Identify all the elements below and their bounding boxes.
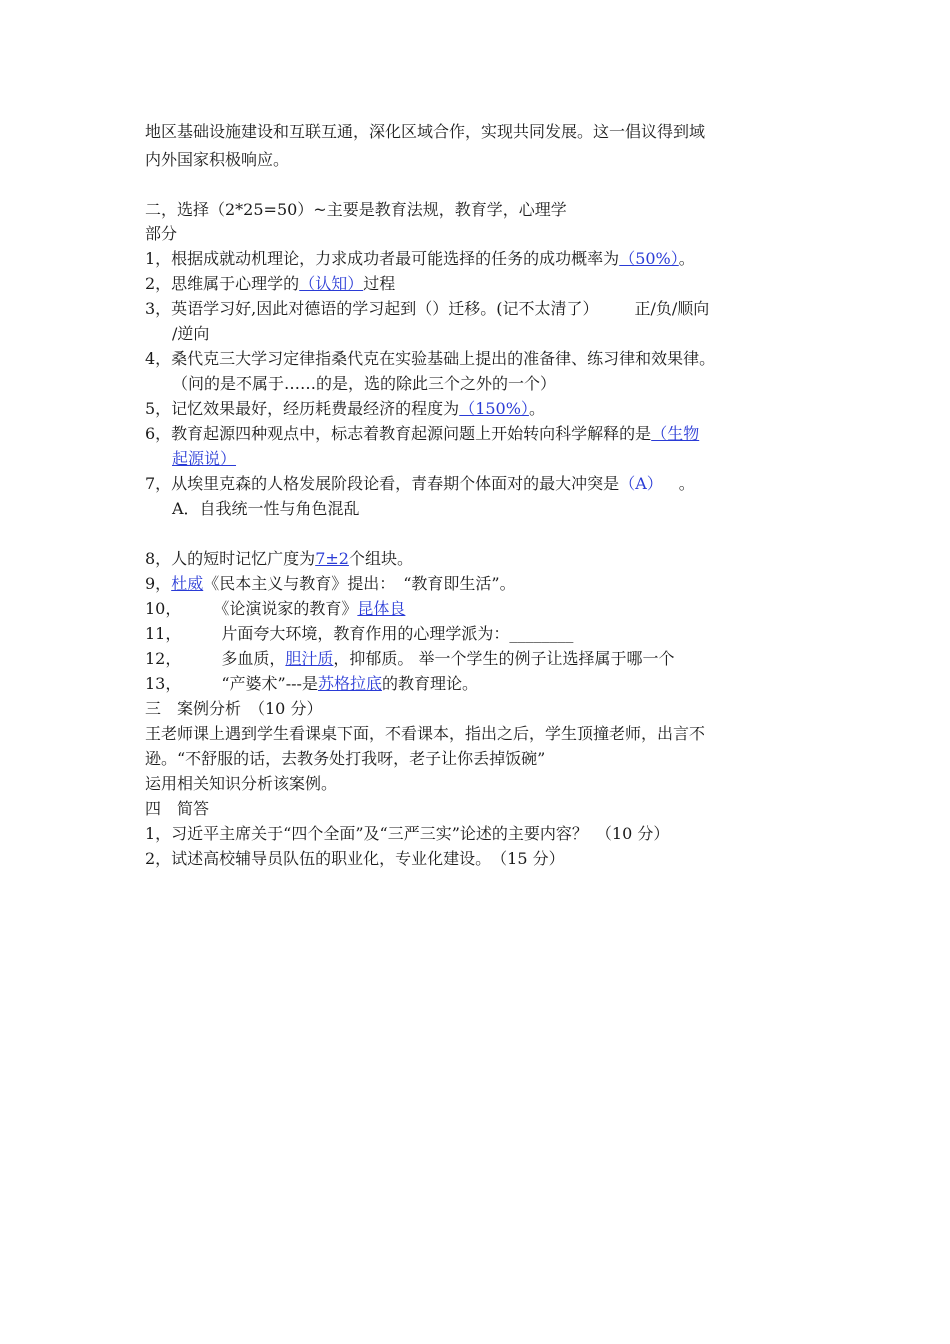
intro-line-2: 内外国家积极响应。 bbox=[145, 150, 290, 169]
section-3-heading: 三 案例分析 （10 分） bbox=[145, 699, 323, 718]
question-12 bbox=[145, 647, 675, 671]
question-11-number: 11， bbox=[145, 624, 182, 643]
question-9-number: 9， bbox=[145, 574, 172, 593]
question-1-answer[interactable]: （50%） bbox=[619, 249, 679, 268]
question-5 bbox=[145, 397, 545, 421]
question-3-options: 正/负/顺向 bbox=[634, 299, 710, 318]
question-2-end: 过程 bbox=[363, 274, 396, 293]
question-4: 4，桑代克三大学习定律指桑代克在实验基础上提出的准备律、练习律和效果律。 bbox=[145, 349, 716, 368]
case-text-3: 运用相关知识分析该案例。 bbox=[145, 774, 338, 793]
section-2-heading: 二，选择（2*25=50）~主要是教育法规，教育学，心理学 bbox=[145, 200, 567, 219]
question-12-answer[interactable]: 胆汁质 bbox=[285, 649, 334, 668]
question-10 bbox=[145, 597, 405, 621]
question-10-answer[interactable]: 昆体良 bbox=[357, 599, 406, 618]
question-13-text: “产婆术”---是 bbox=[221, 674, 318, 693]
question-7 bbox=[145, 472, 695, 496]
question-3-text: 3，英语学习好,因此对德语的学习起到（）迁移。(记不太清了） bbox=[145, 299, 599, 318]
question-9-answer[interactable]: 杜威 bbox=[171, 574, 204, 593]
question-6 bbox=[145, 422, 699, 446]
question-9-text: 《民本主义与教育》提出： “教育即生活”。 bbox=[203, 574, 516, 593]
question-9 bbox=[145, 572, 516, 596]
question-5-answer[interactable]: （150%） bbox=[459, 399, 529, 418]
question-3-cont: /逆向 bbox=[172, 324, 210, 343]
section-2-heading-cont: 部分 bbox=[145, 224, 178, 243]
question-13-answer[interactable]: 苏格拉底 bbox=[317, 674, 382, 693]
question-2-answer[interactable]: （认知） bbox=[299, 274, 364, 293]
question-7-end: 。 bbox=[678, 474, 695, 493]
section-4-heading: 四 简答 bbox=[145, 799, 210, 818]
intro-line-1: 地区基础设施建设和互联互通，深化区域合作，实现共同发展。这一倡议得到域 bbox=[145, 122, 706, 141]
question-7-option-a: A．自我统一性与角色混乱 bbox=[172, 499, 360, 518]
question-13 bbox=[145, 672, 478, 696]
question-10-number: 10， bbox=[145, 599, 182, 618]
short-answer-2: 2，试述高校辅导员队伍的职业化，专业化建设。 （15 分） bbox=[145, 849, 565, 868]
question-5-text: 5，记忆效果最好，经历耗费最经济的程度为 bbox=[145, 399, 460, 418]
question-5-end: 。 bbox=[528, 399, 545, 418]
question-4-cont: （问的是不属于……的是，选的除此三个之外的一个） bbox=[172, 374, 557, 393]
question-1-end: 。 bbox=[678, 249, 695, 268]
short-answer-1: 1，习近平主席关于“四个全面”及“三严三实”论述的主要内容？ （10 分） bbox=[145, 824, 670, 843]
question-1 bbox=[145, 247, 695, 271]
question-11 bbox=[145, 622, 573, 646]
question-6-cont bbox=[172, 447, 236, 471]
case-text-2: 逊。“不舒服的话，去教务处打我呀，老子让你丢掉饭碗” bbox=[145, 749, 546, 768]
question-12-number: 12， bbox=[145, 649, 182, 668]
question-13-end: 的教育理论。 bbox=[381, 674, 478, 693]
question-8 bbox=[145, 547, 413, 571]
question-6-text: 6，教育起源四种观点中，标志着教育起源问题上开始转向科学解释的是 bbox=[145, 424, 652, 443]
question-2-text: 2，思维属于心理学的 bbox=[145, 274, 300, 293]
case-text-1: 王老师课上遇到学生看课桌下面，不看课本，指出之后，学生顶撞老师，出言不 bbox=[145, 724, 706, 743]
question-10-text: 《论演说家的教育》 bbox=[213, 599, 358, 618]
question-12-end: ，抑郁质。 举一个学生的例子让选择属于哪一个 bbox=[333, 649, 675, 668]
question-13-number: 13， bbox=[145, 674, 182, 693]
question-8-text: 8，人的短时记忆广度为 bbox=[145, 549, 316, 568]
question-2 bbox=[145, 272, 395, 296]
question-6-answer-cont[interactable]: 起源说） bbox=[172, 449, 237, 468]
question-6-answer[interactable]: （生物 bbox=[651, 424, 700, 443]
question-7-answer: （A） bbox=[619, 474, 663, 493]
question-8-end: 个组块。 bbox=[348, 549, 413, 568]
question-11-text: 片面夸大环境，教育作用的心理学派为：________ bbox=[221, 624, 574, 643]
question-12-text: 多血质， bbox=[221, 649, 286, 668]
question-7-text: 7，从埃里克森的人格发展阶段论看，青春期个体面对的最大冲突是 bbox=[145, 474, 620, 493]
question-1-text: 1，根据成就动机理论，力求成功者最可能选择的任务的成功概率为 bbox=[145, 249, 620, 268]
question-8-answer[interactable]: 7±2 bbox=[315, 549, 349, 568]
question-3 bbox=[145, 297, 709, 321]
